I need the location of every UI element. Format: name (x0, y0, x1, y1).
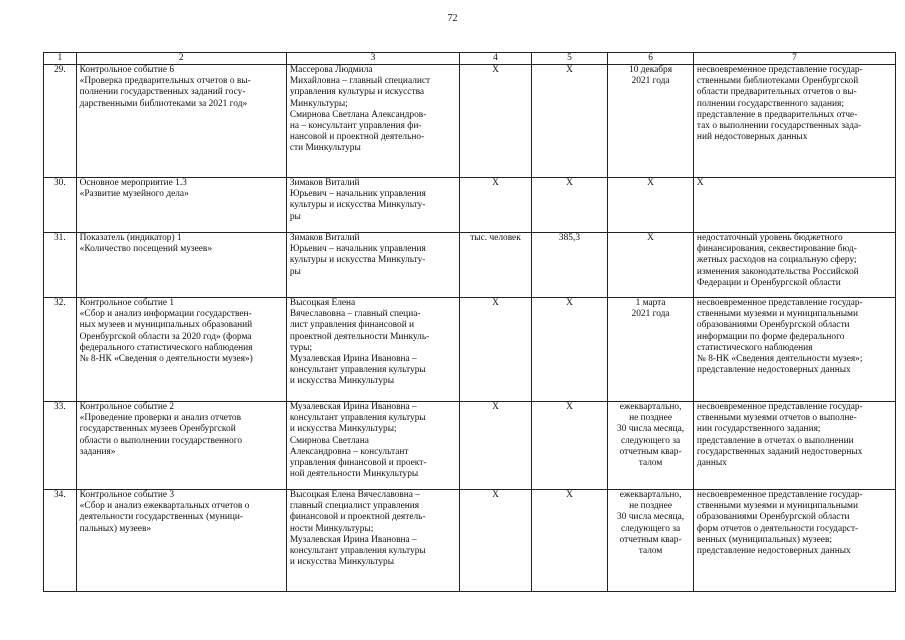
responsible-person: Зимаков Виталий Юрьевич – начальник управления культуры и искусства Минкульту- ры (286, 178, 459, 233)
risks-cell: несвоевременное представление государ- ственными музеями и муниципальными образованиями Оренбургской области форм отчетов о деятельности государст- венных (муниципальных) музеев; представление недостоверных данных (693, 490, 895, 592)
value-cell: X (531, 178, 608, 233)
unit-cell: X (460, 178, 531, 233)
table-row (44, 490, 896, 592)
row-number: 31. (44, 233, 77, 298)
event-name: Показатель (индикатор) 1 «Количество посещений музеев» (76, 233, 286, 298)
deadline-cell: ежеквартально, не позднее 30 числа месяца, следующего за отчетным квар- талом (608, 402, 694, 490)
unit-cell: тыс. человек (460, 233, 531, 298)
row-number: 33. (44, 402, 77, 490)
responsible-person: Музалевская Ирина Ивановна – консультант управления культуры и искусства Минкультуры; Смирнова Светлана Александровна – консультант управления финансовой и проект- ной деятельности Минкультуры (286, 402, 459, 490)
risks-cell: недостаточный уровень бюджетного финансирования, секвестирование бюд- жетных расходов на социальную сферу; изменения законодательства Российской Федерации и Оренбургской области (693, 233, 895, 298)
deadline-cell: 10 декабря 2021 года (608, 65, 694, 178)
risks-cell: несвоевременное представление государ- ственными музеями отчетов о выполне- нии государственного задания; представление в отчетах о выполнении государственных заданий недостоверных данных (693, 402, 895, 490)
table-row (44, 178, 896, 233)
row-number: 34. (44, 490, 77, 592)
event-name: Контрольное событие 6 «Проверка предварительных отчетов о вы- полнении государственных заданий госу- дарственными библиотеками за 2021 год» (76, 65, 286, 178)
responsible-person: Массерова Людмила Михайловна – главный специалист управления культуры и искусства Минкультуры; Смирнова Светлана Александров- на – консультант управления фи- нансовой и проектной деятельно- сти Минкультуры (286, 65, 459, 178)
table-row (44, 298, 896, 402)
unit-cell: X (460, 65, 531, 178)
table-body (44, 65, 896, 592)
event-name: Контрольное событие 3 «Сбор и анализ ежеквартальных отчетов о деятельности государственных (муници- пальных) музеев» (76, 490, 286, 592)
control-events-table (43, 52, 896, 592)
event-name: Контрольное событие 1 «Сбор и анализ информации государствен- ных музеев и муниципальных образований Оренбургской области за 2020 год» (форма федерального статистического наблюдения № 8-НК «Сведения о деятельности музея») (76, 298, 286, 402)
risks-cell: X (693, 178, 895, 233)
unit-cell: X (460, 490, 531, 592)
responsible-person: Высоцкая Елена Вячеславовна – главный специалист управления финансовой и проектной деятель- ности Минкультуры; Музалевская Ирина Ивановна – консультант управления культуры и искусства Минкультуры (286, 490, 459, 592)
event-name: Основное мероприятие 1.3 «Развитие музейного дела» (76, 178, 286, 233)
column-header-6: 6 (608, 53, 694, 65)
value-cell: 385,3 (531, 233, 608, 298)
column-number-row (44, 53, 896, 65)
risks-cell: несвоевременное представление государ- ственными библиотеками Оренбургской области предварительных отчетов о вы- полнении государственного задания; представление в предварительных отче- тах о выполнении государственных зада- ний недостоверных данных (693, 65, 895, 178)
value-cell: X (531, 65, 608, 178)
responsible-person: Высоцкая Елена Вячеславовна – главный специа- лист управления финансовой и проектной деятельности Минкуль- туры; Музалевская Ирина Ивановна – консультант управления культуры и искусства Минкультуры (286, 298, 459, 402)
table-row (44, 233, 896, 298)
deadline-cell: ежеквартально, не позднее 30 числа месяца, следующего за отчетным квар- талом (608, 490, 694, 592)
column-header-3: 3 (286, 53, 459, 65)
deadline-cell: 1 марта 2021 года (608, 298, 694, 402)
column-header-5: 5 (531, 53, 608, 65)
event-name: Контрольное событие 2 «Проведение проверки и анализ отчетов государственных музеев Оренбургской области о выполнении государственного задания» (76, 402, 286, 490)
table-row (44, 402, 896, 490)
page-number: 72 (447, 13, 458, 24)
column-header-4: 4 (460, 53, 531, 65)
risks-cell: несвоевременное представление государ- ственными музеями и муниципальными образованиями Оренбургской области информации по форме федерального статистического наблюдения № 8-НК «Сведения деятельности музея»; представление недостоверных данных (693, 298, 895, 402)
table-header (44, 53, 896, 65)
column-header-2: 2 (76, 53, 286, 65)
deadline-cell: X (608, 233, 694, 298)
deadline-cell: X (608, 178, 694, 233)
row-number: 29. (44, 65, 77, 178)
responsible-person: Зимаков Виталий Юрьевич – начальник управления культуры и искусства Минкульту- ры (286, 233, 459, 298)
value-cell: X (531, 402, 608, 490)
table-row (44, 65, 896, 178)
unit-cell: X (460, 298, 531, 402)
row-number: 30. (44, 178, 77, 233)
unit-cell: X (460, 402, 531, 490)
value-cell: X (531, 298, 608, 402)
column-header-1: 1 (44, 53, 77, 65)
value-cell: X (531, 490, 608, 592)
row-number: 32. (44, 298, 77, 402)
column-header-7: 7 (693, 53, 895, 65)
